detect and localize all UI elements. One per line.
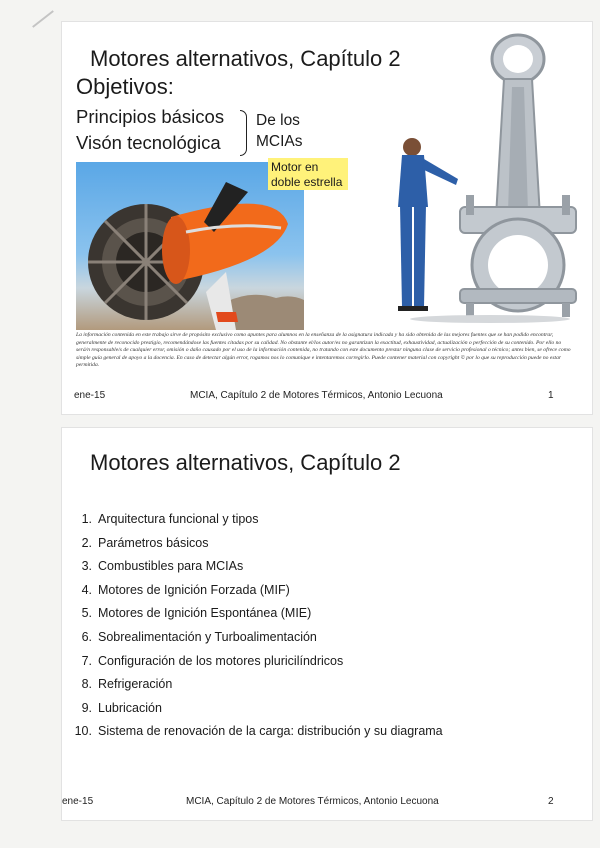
slide-2: [62, 428, 592, 820]
scan-mark: [32, 10, 54, 28]
disclaimer-text: La información contenida en este trabajo sirve de propósito exclusivo como apuntes para alumnos en la enseñanza de la asignatura indicada y ha sido obtenida de las mejores fuentes que se han podido encontrar, generalmente de reconocido prestigio, recomendándose las fuentes citadas por su calidad. No obstante el/los autor/es no garantizan la exactitud, exhaustividad, actualización o perfección de su contenido. Por ello no será/n responsable/s de cualquier error, omisión o daño causado por el uso de la información contenida, no tratando con este documento prestar ninguna clase de servicio profesional o técnico; antes bien, se ofrece como simple guía general de apoyo a la docencia. En caso de detectar algún error, rogamos nos lo comunique e intentaremos corregirlo. Puede contener material con copyright © por lo que su reproducción puede no estar permitida.: [76, 332, 571, 369]
slide-title: Motores alternativos, Capítulo 2: [90, 450, 401, 475]
brace-label: De los MCIAs: [256, 112, 303, 150]
connecting-rod-illustration: [390, 27, 580, 327]
item-text: Motores de Ignición Espontánea (MIE): [98, 606, 312, 621]
item-number: 1.: [81, 512, 92, 526]
page-number: 1: [548, 390, 554, 401]
slide-title: Motores alternativos, Capítulo 2: [90, 46, 401, 71]
item-text: Sobrealimentación y Turboalimentación: [98, 629, 317, 644]
page-number: 2: [548, 796, 554, 807]
curly-brace: [240, 110, 247, 156]
item-text: Configuración de los motores pluricilíndricos: [98, 653, 344, 668]
item-number: 4.: [81, 582, 92, 597]
item-number: 7.: [81, 653, 92, 668]
objective-item: Visón tecnológica: [76, 132, 221, 153]
item-number: 10.: [74, 724, 92, 739]
item-number: 8.: [81, 677, 92, 692]
slide-1: [62, 22, 592, 414]
item-text: Motores de Ignición Forzada (MIF): [98, 582, 290, 597]
footer-title: MCIA, Capítulo 2 de Motores Térmicos, Antonio Lecuona: [190, 390, 443, 401]
item-text: Combustibles para MCIAs: [98, 559, 244, 574]
item-number: 3.: [81, 559, 92, 574]
objectives-heading: Objetivos:: [76, 74, 174, 99]
item-text: Refrigeración: [98, 677, 173, 692]
item-text: Sistema de renovación de la carga: distribución y su diagrama: [98, 724, 443, 739]
footer-date: ene-15: [74, 390, 106, 401]
item-text: Lubricación: [98, 700, 162, 715]
objective-item: Principios básicos: [76, 106, 225, 127]
footer-title: MCIA, Capítulo 2 de Motores Térmicos, Antonio Lecuona: [186, 796, 439, 807]
item-number: 5.: [81, 606, 92, 621]
item-number: 2.: [81, 535, 92, 550]
item-text: Parámetros básicos: [98, 535, 209, 550]
item-text: Arquitectura funcional y tipos: [98, 512, 259, 526]
highlight-label: Motor en doble estrella: [268, 158, 348, 190]
item-number: 6.: [81, 629, 92, 644]
item-number: 9.: [81, 700, 92, 715]
footer-date: ene-15: [62, 796, 94, 807]
